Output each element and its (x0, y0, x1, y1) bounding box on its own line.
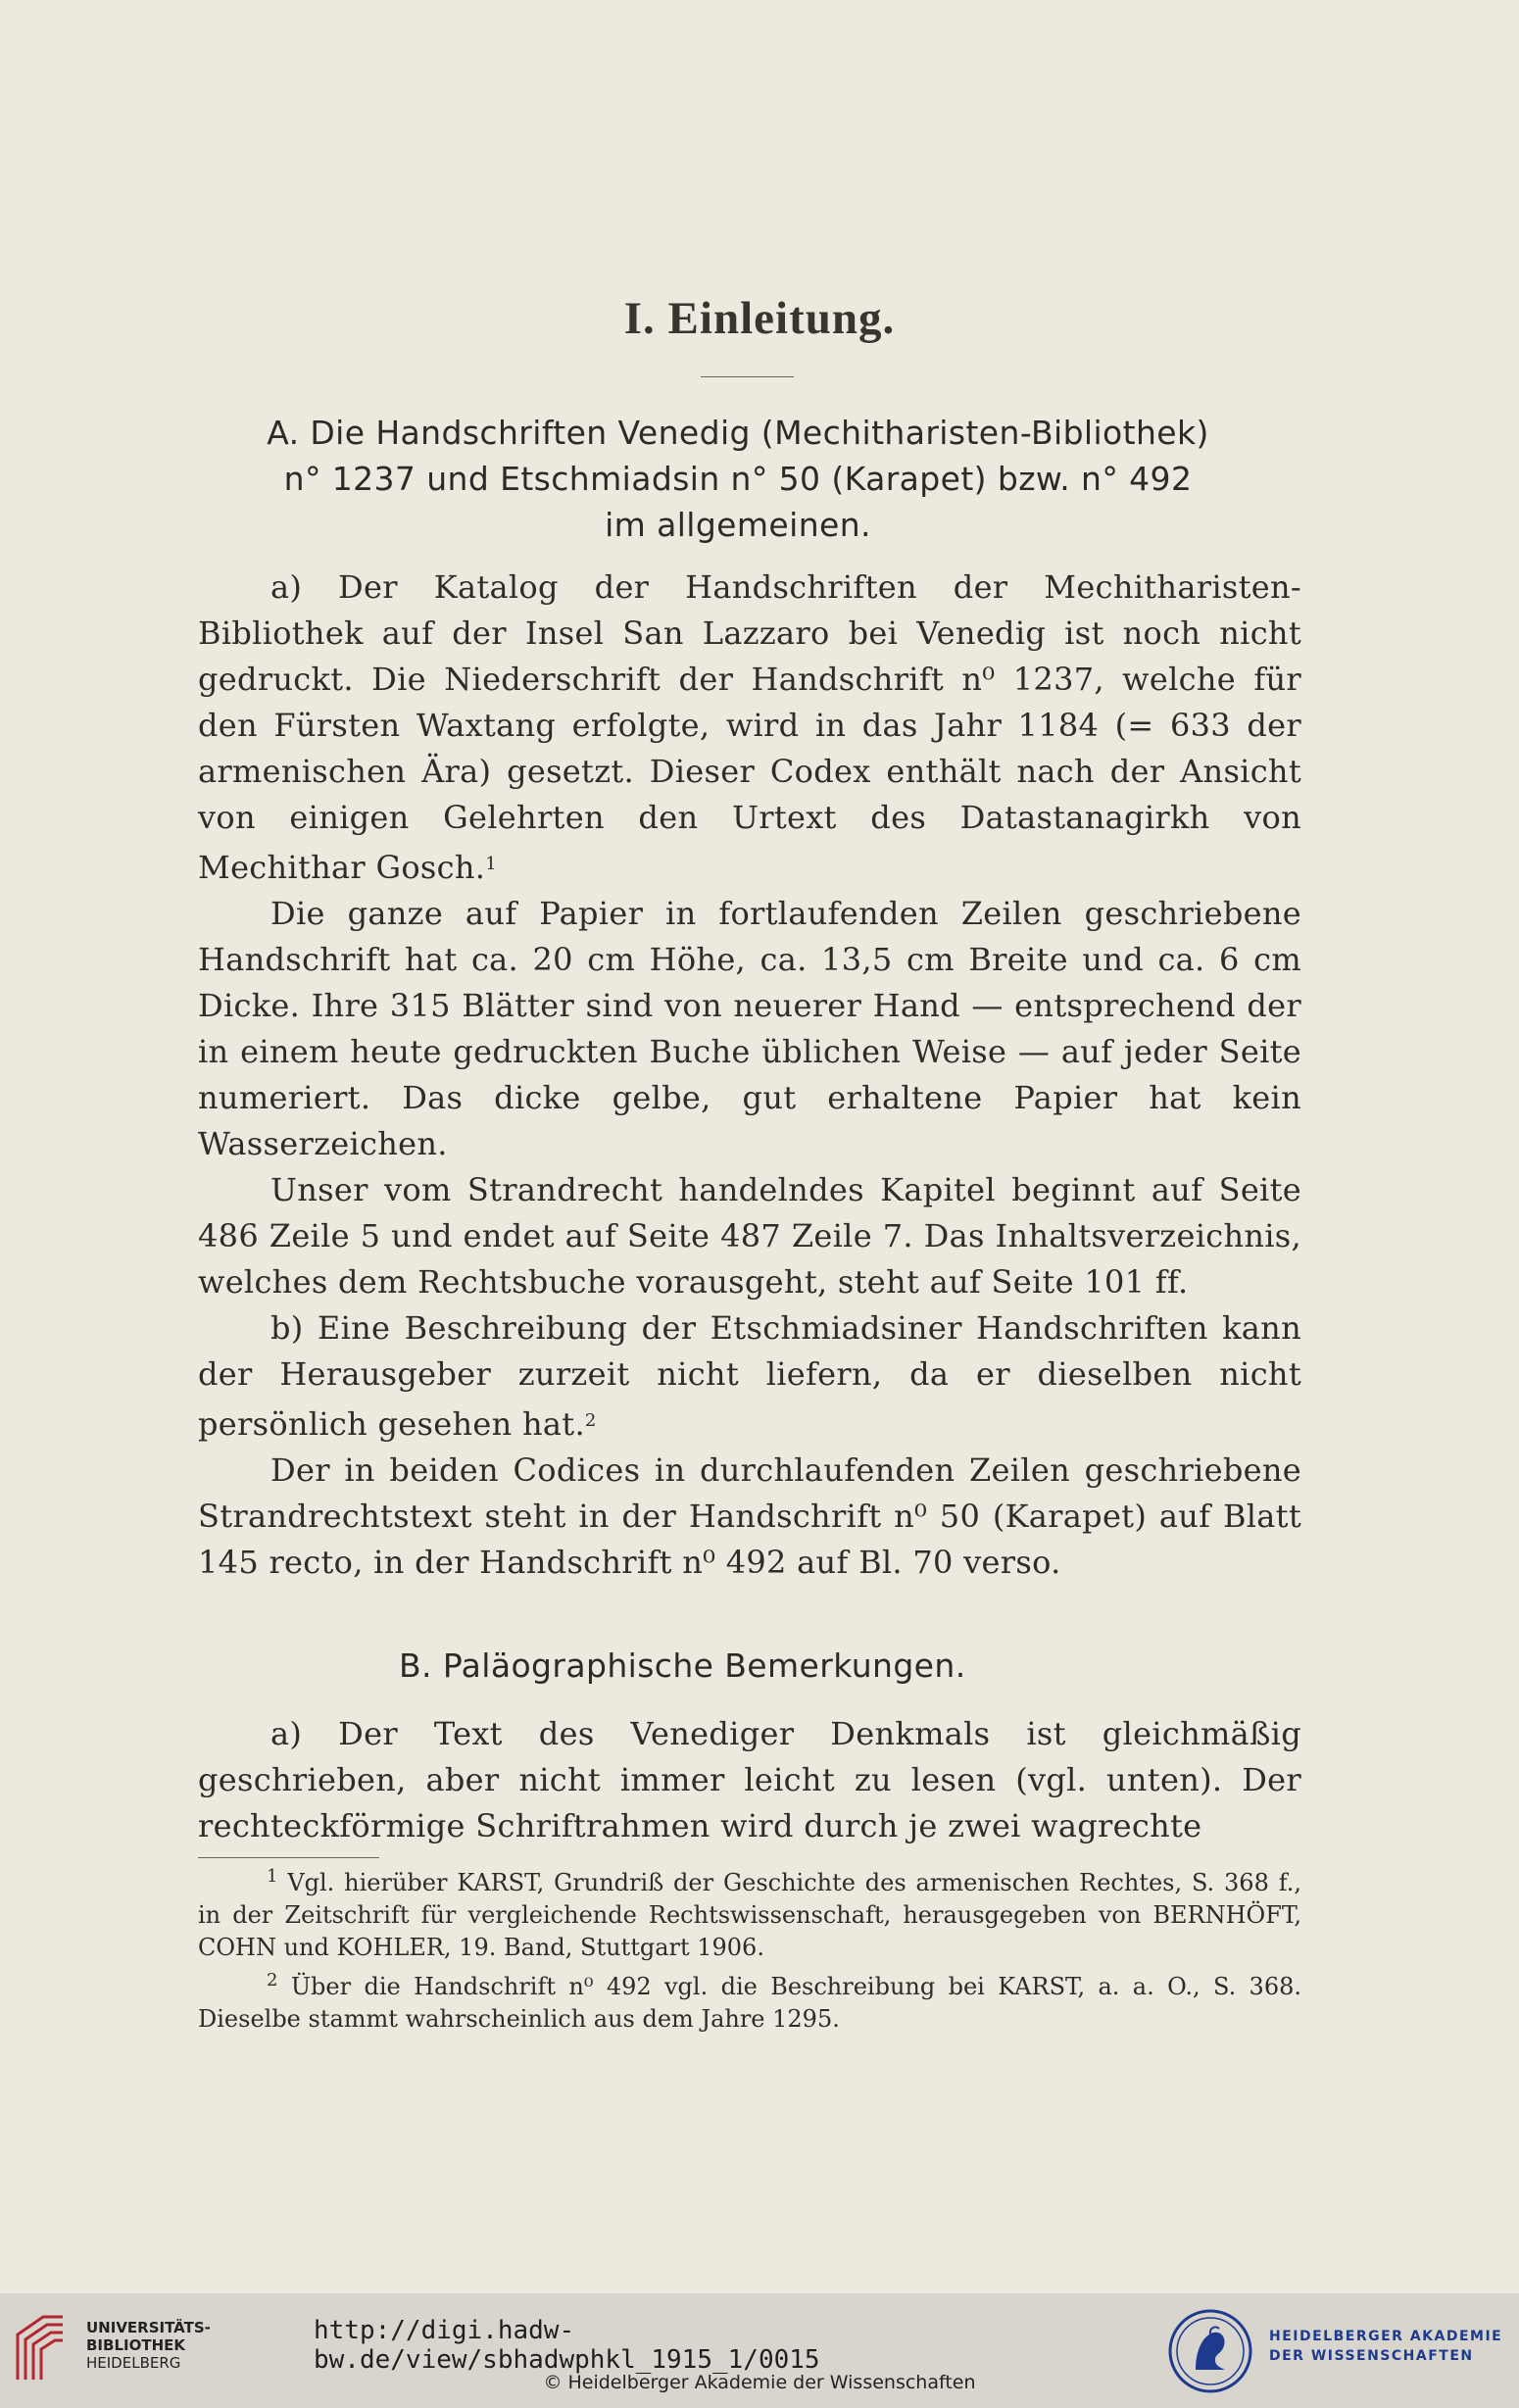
footnote-text: Vgl. hierüber KARST, Grundriß der Geschichte des armenischen Rechtes, S. 368 f., in der Zeitschrift für vergleichende Rechtswissenschaft, herausgegeben von BERNHÖFT, COHN und KOHLER, 19. Band, Stuttgart 1906. (198, 1869, 1301, 1961)
paragraph: Der in beiden Codices in durchlaufenden Zeilen geschriebene Strandrechtstext steht in der Handschrift n⁰ 50 (Karapet) auf Blatt 145 recto, in der Handschrift n⁰ 492 auf Bl. 70 verso. (198, 1451, 1301, 1581)
section-b-heading: B. Paläographische Bemerkungen. (399, 1646, 966, 1685)
copyright-notice: © Heidelberger Akademie der Wissenschaften (543, 2372, 976, 2393)
paragraph (198, 565, 1301, 891)
title-divider (701, 376, 794, 377)
footer-bar (0, 2293, 1519, 2408)
library-line: UNIVERSITÄTS- (86, 2319, 211, 2336)
footnotes (198, 1860, 1301, 2036)
footnote-ref-2: 2 (584, 1410, 597, 1431)
academy-seal-icon (1166, 2307, 1254, 2395)
footnote-2 (198, 1964, 1301, 2036)
permalink-url[interactable]: http://digi.hadw-bw.de/view/sbhadwphkl_1915_1/0015 (314, 2316, 820, 2375)
paragraph: Unser vom Strandrecht handelndes Kapitel beginnt auf Seite 486 Zeile 5 und endet auf Seite 487 Zeile 7. Das Inhaltsverzeichnis, welches dem Rechtsbuche vorausgeht, steht auf Seite 101 ff. (198, 1171, 1301, 1301)
paragraph (198, 1305, 1301, 1448)
university-library-label (86, 2319, 211, 2372)
section-a-heading-line: n° 1237 und Etschmiadsin n° 50 (Karapet) bzw. n° 492 (283, 460, 1193, 498)
academy-line: HEIDELBERGER AKADEMIE (1269, 2329, 1503, 2344)
academy-line: DER WISSENSCHAFTEN (1269, 2348, 1474, 2364)
section-a-body (198, 565, 1301, 1586)
footnote-1 (198, 1860, 1301, 1964)
academy-label (1269, 2327, 1502, 2366)
section-a-heading-line: A. Die Handschriften Venedig (Mechitharisten-Bibliothek) (267, 414, 1209, 452)
library-line: BIBLIOTHEK (86, 2336, 185, 2354)
paragraph-text: b) Eine Beschreibung der Etschmiadsiner Handschriften kann der Herausgeber zurzeit nicht liefern, da er dieselben nicht persönlich gesehen hat. (198, 1309, 1301, 1443)
section-a-heading (167, 410, 1309, 548)
footnote-divider (198, 1857, 379, 1858)
footnote-mark: 1 (267, 1866, 278, 1887)
footnote-mark: 2 (267, 1970, 278, 1990)
footnote-text: Über die Handschrift n⁰ 492 vgl. die Beschreibung bei KARST, a. a. O., S. 368. Dieselbe stammt wahrscheinlich aus dem Jahre 1295. (198, 1973, 1301, 2033)
section-a-heading-line: im allgemeinen. (605, 506, 871, 544)
paragraph: a) Der Text des Venediger Denkmals ist gleichmäßig geschrieben, aber nicht immer leicht zu lesen (vgl. unten). Der rechteckförmige Schriftrahmen wird durch je zwei wagrechte (198, 1715, 1301, 1844)
paragraph: Die ganze auf Papier in fortlaufenden Zeilen geschriebene Handschrift hat ca. 20 cm Höhe, ca. 13,5 cm Breite und ca. 6 cm Dicke. Ihre 315 Blätter sind von neuerer Hand — entsprechend der in einem heute gedruckten Buche üblichen Weise — auf jeder Seite numeriert. Das dicke gelbe, gut erhaltene Papier hat kein Wasserzeichen. (198, 895, 1301, 1162)
footnote-ref-1: 1 (485, 854, 498, 874)
paragraph-text: a) Der Katalog der Handschriften der Mechitharisten-Bibliothek auf der Insel San Lazzaro bei Venedig ist noch nicht gedruckt. Die Niederschrift der Handschrift n⁰ 1237, welche für den Fürsten Waxtang erfolgte, wird in das Jahr 1184 (= 633 der armenischen Ära) gesetzt. Dieser Codex enthält nach der Ansicht von einigen Gelehrten den Urtext des Datastanagirkh von Mechithar Gosch. (198, 568, 1301, 886)
section-b-body (198, 1711, 1301, 1849)
chapter-title: I. Einleitung. (623, 293, 896, 344)
library-line: HEIDELBERG (86, 2354, 181, 2372)
